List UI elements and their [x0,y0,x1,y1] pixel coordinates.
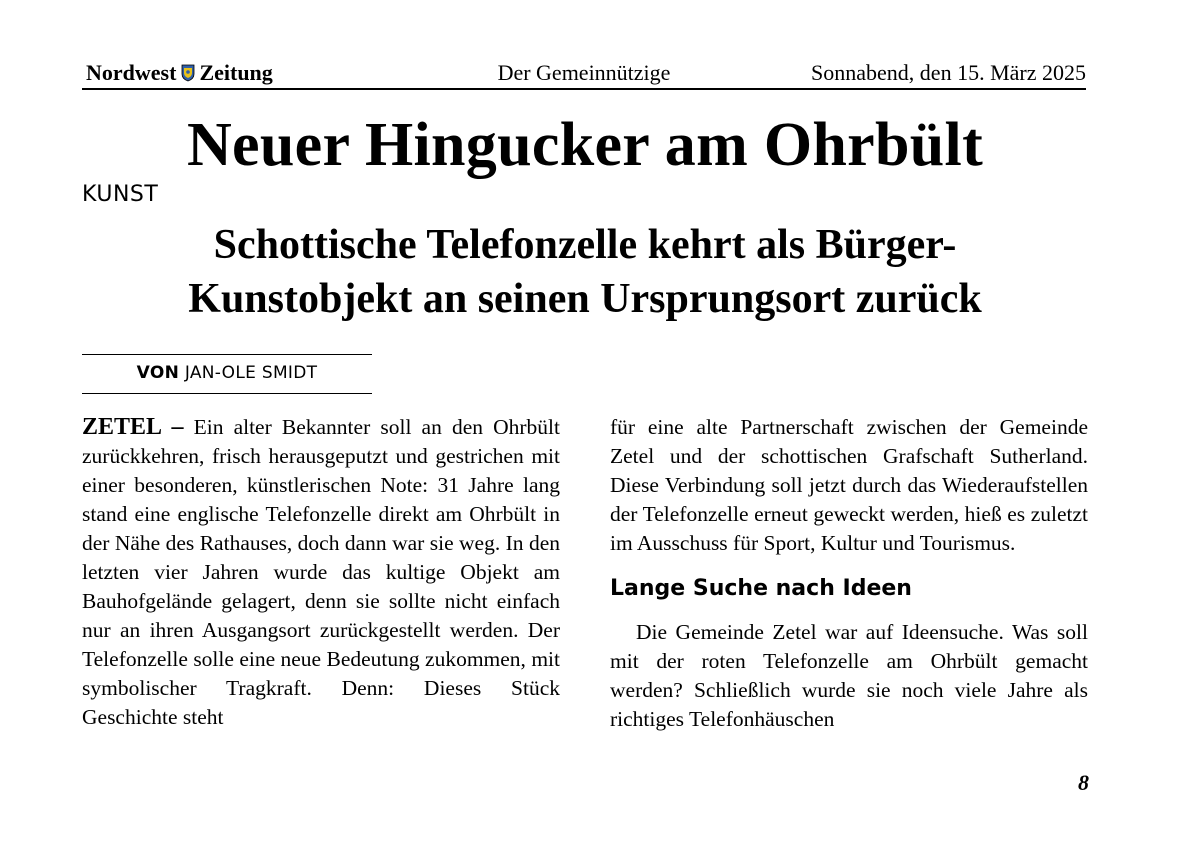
subheadline [0,218,1170,326]
article-column-1 [82,413,560,732]
article-paragraph: Die Gemeinde Zetel war auf Ideensuche. Was soll mit der roten Telefonzelle am Ohrbült gemacht werden? Schließlich wurde sie noch viele Jahre als richtiges Telefonhäuschen [610,620,1088,731]
article-paragraph-continued: für eine alte Partnerschaft zwischen der Gemeinde Zetel und der schottischen Grafschaft Sutherland. Diese Verbindung soll jetzt durch das Wiederaufstellen der Telefonzelle erneut geweckt werden, hieß es zuletzt im Ausschuss für Sport, Kultur und Tourismus. [610,415,1088,555]
issue-date: Sonnabend, den 15. März 2025 [811,60,1086,85]
dateline: ZETEL – [82,414,184,440]
newspaper-name-part1: Nordwest [86,60,177,85]
article-column-2 [610,413,1088,734]
byline-author: JAN-OLE SMIDT [184,363,318,383]
headline: Neuer Hingucker am Ohrbült [186,111,984,179]
byline-prefix: VON [136,363,180,383]
newspaper-name-part2: Zeitung [199,60,273,85]
masthead [82,58,1086,90]
subheadline-line-2: Kunstobjekt an seinen Ursprungsort zurück [188,276,982,322]
paragraph-text: Ein alter Bekannter soll an den Ohrbült zurückkehren, frisch herausgeputzt und gestrichen mit einer besonderen, künstlerischen Note: 31 Jahre lang stand eine englische Telefonzelle direkt am Ohrbült in der Nähe des Rathauses, doch dann war sie weg. In den letzten vier Jahren wurde das kultige Objekt am Bauhofgelände gelagert, denn sie sollte nicht einfach nur an ihren Ausgangsort zurückgestellt werden. Der Telefonzelle solle eine neue Bedeutung zukommen, mit symbolischer Tragkraft. Denn: Dieses Stück Geschichte steht [82,415,561,729]
section-title: Der Gemeinnützige [497,60,671,85]
page-number: 8 [1078,770,1089,795]
byline [82,354,372,394]
intermediate-heading: Lange Suche nach Ideen [610,576,912,601]
article-paragraph [82,413,560,732]
kicker: KUNST [82,182,159,207]
subheadline-line-1: Schottische Telefonzelle kehrt als Bürger- [213,222,957,268]
